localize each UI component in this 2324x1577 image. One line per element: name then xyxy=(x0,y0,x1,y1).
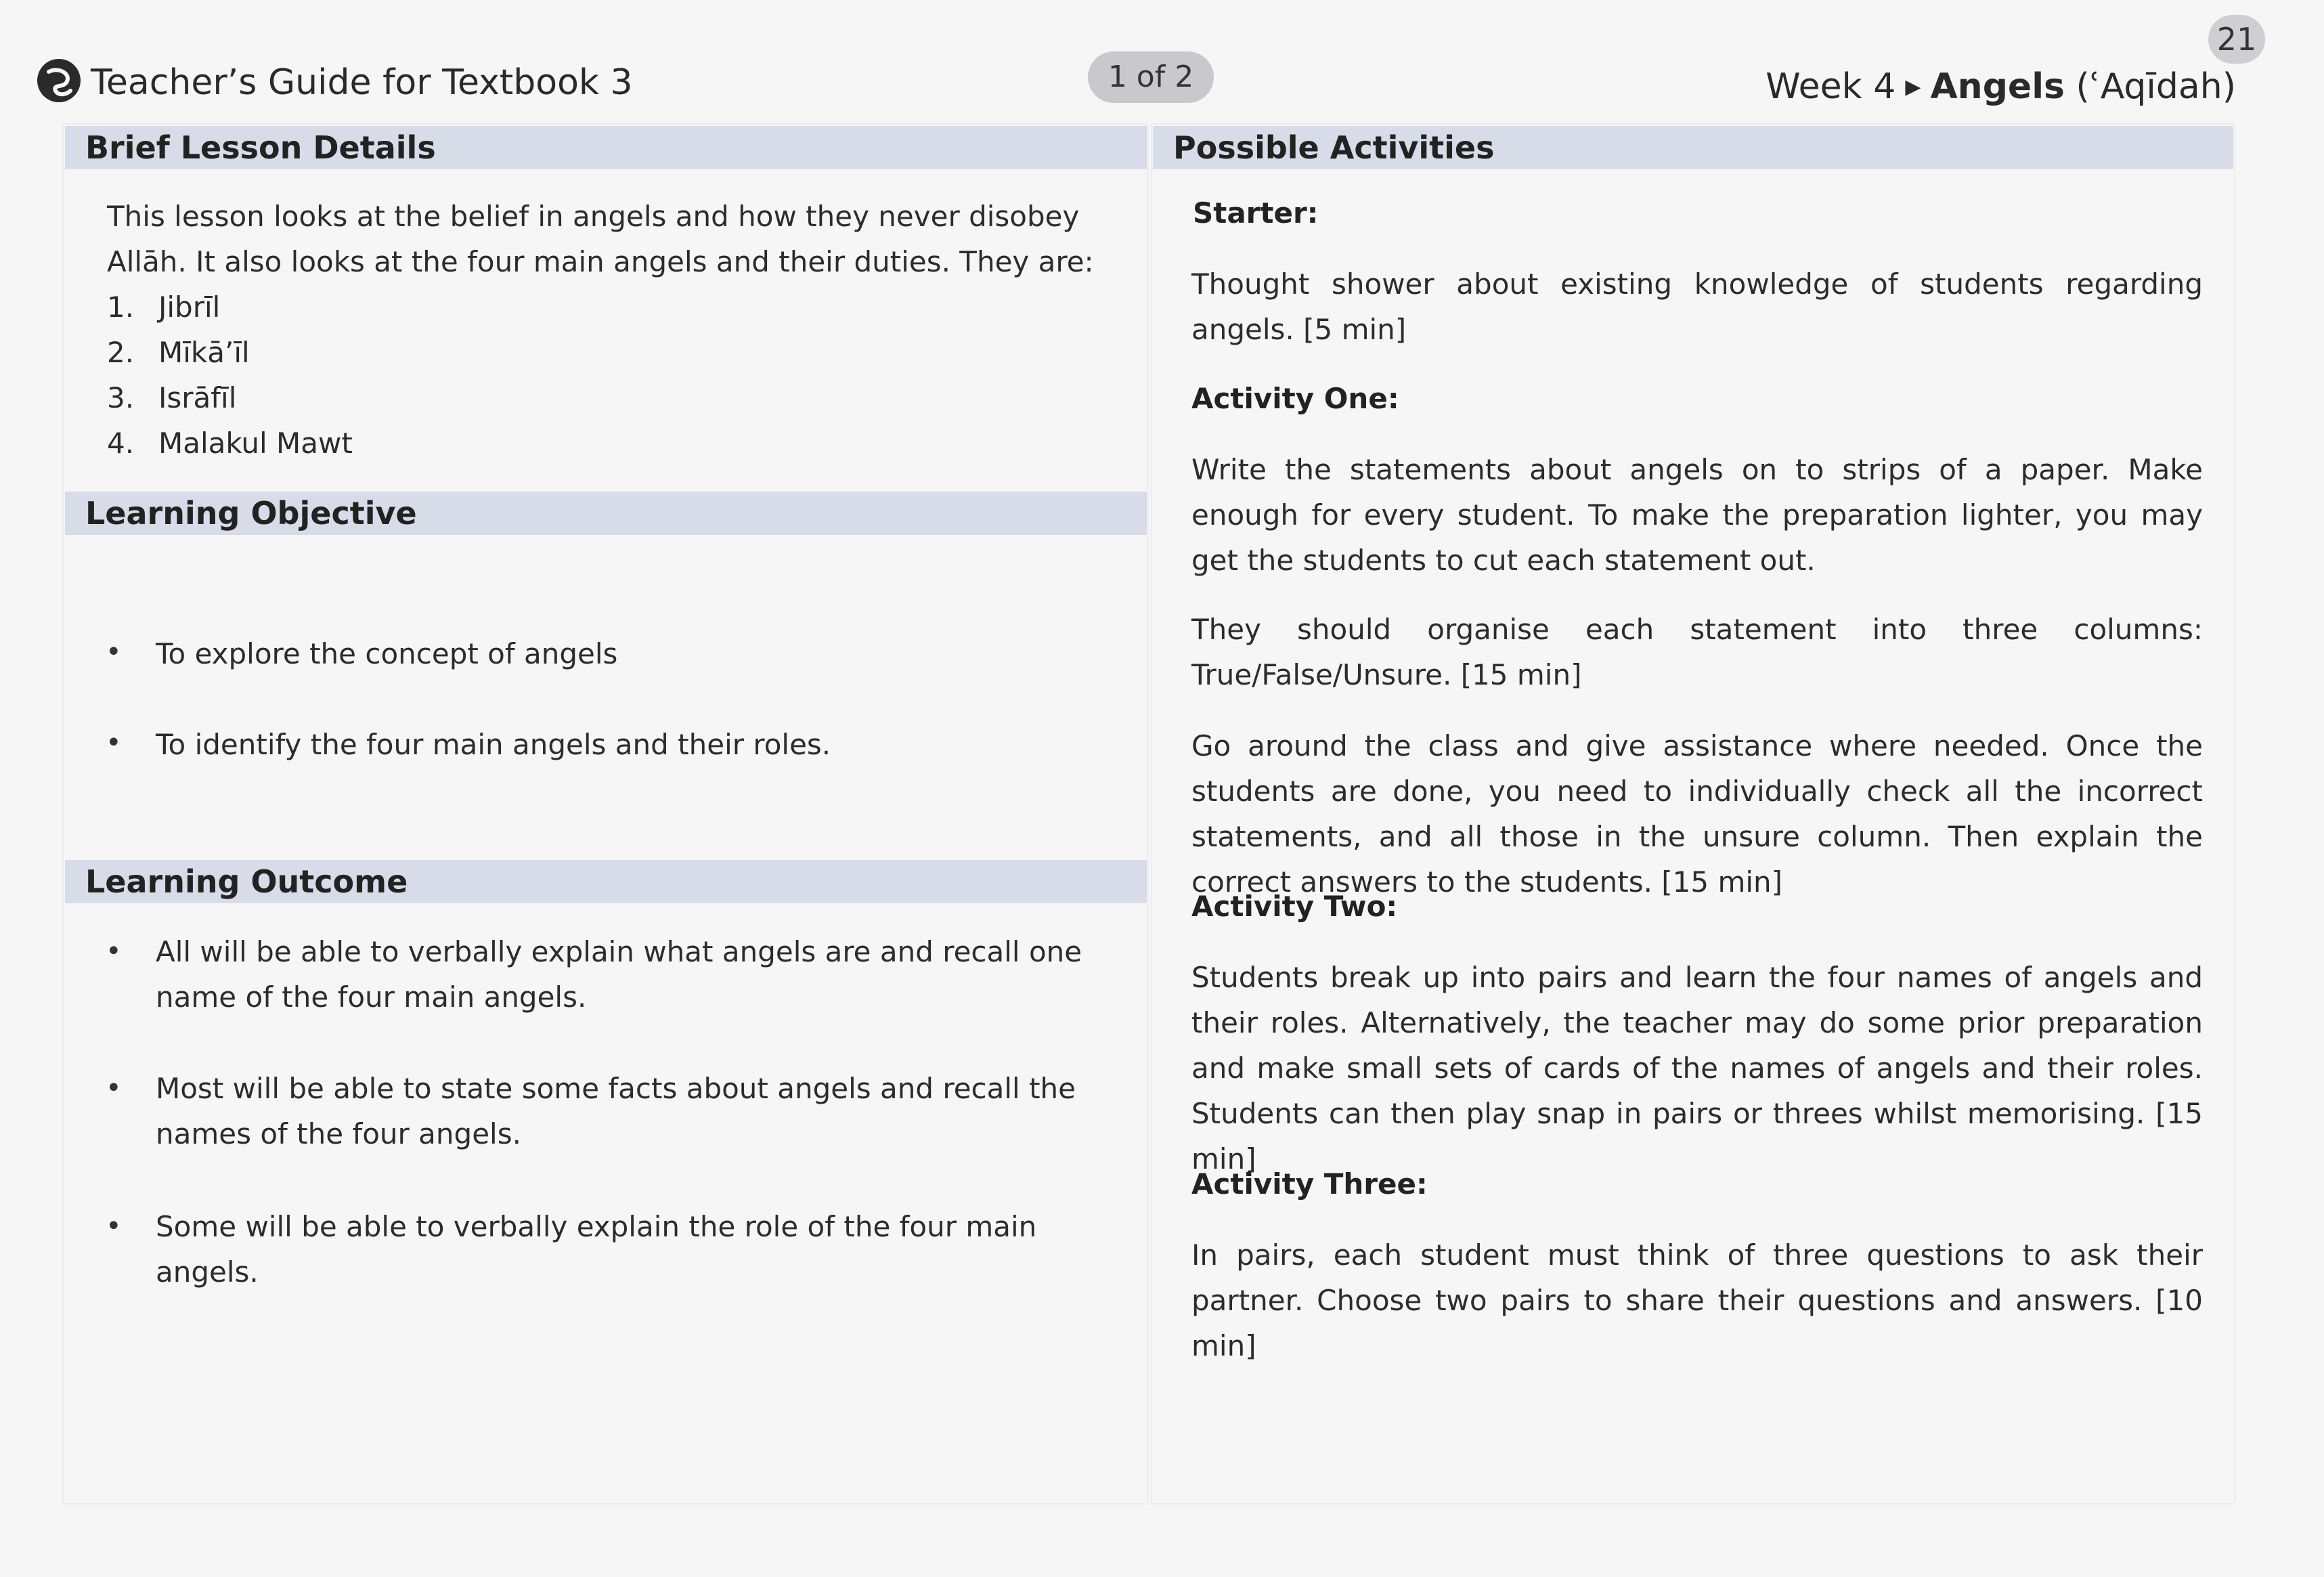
activity-one-label: Activity One: xyxy=(1191,382,1399,415)
bullet-icon: • xyxy=(106,727,122,758)
outcome-item-1: All will be able to verbally explain what angels are and recall one name of the four main angels. xyxy=(156,935,1082,1014)
brief-intro-text: This lesson looks at the belief in angels and how they never disobey Allāh. It also looks at the four main angels and their duties. They are: xyxy=(107,200,1094,278)
objective-item-1: To explore the concept of angels xyxy=(156,637,618,670)
outcome-item-3: Some will be able to verbally explain the role of the four main angels. xyxy=(156,1210,1037,1289)
page-number: 21 xyxy=(2208,15,2265,64)
activity-three-label: Activity Three: xyxy=(1191,1167,1428,1201)
activity-two-label: Activity Two: xyxy=(1191,890,1398,923)
starter-text: Thought shower about existing knowledge of students regarding angels. [5 min] xyxy=(1191,267,2203,346)
outcome-item-2: Most will be able to state some facts about angels and recall the names of the four angels. xyxy=(156,1072,1076,1150)
activity-one-paragraph-3: Go around the class and give assistance where needed. Once the students are done, you need to individually check all the incorrect statements, and all those in the unsure column. Then explain the correct answers to the students. [15 min] xyxy=(1191,729,2203,899)
section-heading-learning-objective: Learning Objective xyxy=(65,492,1147,535)
caret-right-icon: ▶ xyxy=(1905,74,1921,99)
bullet-icon: • xyxy=(106,1211,122,1242)
starter-label: Starter: xyxy=(1193,196,1319,230)
activity-three-text: In pairs, each student must think of three questions to ask their partner. Choose two pairs to share their questions and answers. [10 min] xyxy=(1191,1238,2203,1362)
section-heading-brief-lesson: Brief Lesson Details xyxy=(65,126,1147,169)
objective-item-2: To identify the four main angels and their roles. xyxy=(156,728,831,761)
activity-one-paragraph-1: Write the statements about angels on to strips of a paper. Make enough for every student. To make the preparation lighter, you may get the students to cut each statement out. xyxy=(1191,453,2203,577)
section-heading-possible-activities: Possible Activities xyxy=(1153,126,2233,169)
bullet-icon: • xyxy=(106,936,122,967)
bullet-icon: • xyxy=(106,1073,122,1104)
bullet-icon: • xyxy=(106,636,122,668)
document-page: Teacher’s Guide for Textbook 3 1 of 2 21 Week 4 ▶ Angels (ʿAqīdah) Brief Lesson Details This lesson looks at the belief in angels and how they never disobey Allāh. It also looks at the four main angels and their duties. They are: 1. Jibrīl 2. Mīkā’īl 3. Isrāfīl 4. Malakul Mawt Learning Objective • To explore the concept of angels • To identify the four main angels and their roles. Learning Outcome • All will be able to verbally explain what angels are and recall one name of the four main angels. • Most will be able to state some facts about angels and recall the names of the four angels. • Some will be able to verbally explain the role of the four main angels. Possible Activities Starter: Thought shower about existing knowledge of students regarding angels. [5 min] Activity One: Write the statements about angels on to strips of a paper. Make enough for every student. To make the preparation lighter, you may get the students to cut each statement out. They should organise each statement into three columns: True/False/Unsure. [15 min] Go around the class and give assistance where needed. Once the students are done, you need to individually check all the incorrect statements, and all those in the unsure column. Then explain the correct answers to the students. [15 min] Activity Two: Students break up into pairs and learn the four names of angels and their roles. Alternatively, the teacher may do some prior preparation and make small sets of cards of the names of angels and their roles. Students can then play snap in pairs or threes whilst memorising. [15 min] Activity Three: In pairs, each student must think of three questions to ask their partner. Choose two pairs to share their questions and answers. [10 min] xyxy=(0,0,2324,1577)
page-indicator[interactable]: 1 of 2 xyxy=(1088,51,1214,103)
week-label: Week 4 xyxy=(1766,66,1896,107)
publisher-logo-icon xyxy=(35,57,83,104)
guide-title: Teacher’s Guide for Textbook 3 xyxy=(91,62,633,103)
lesson-breadcrumb xyxy=(1766,66,2236,107)
section-heading-learning-outcome: Learning Outcome xyxy=(65,860,1147,903)
activity-one-paragraph-2: They should organise each statement into three columns: True/False/Unsure. [15 min] xyxy=(1191,613,2203,691)
activity-two-text: Students break up into pairs and learn the four names of angels and their roles. Alternatively, the teacher may do some prior preparation and make small sets of cards of the names of angels and their roles. Students can then play snap in pairs or threes whilst memorising. [15 min] xyxy=(1191,961,2203,1175)
topic-title: Angels xyxy=(1930,66,2065,107)
topic-category: (ʿAqīdah) xyxy=(2076,66,2236,107)
